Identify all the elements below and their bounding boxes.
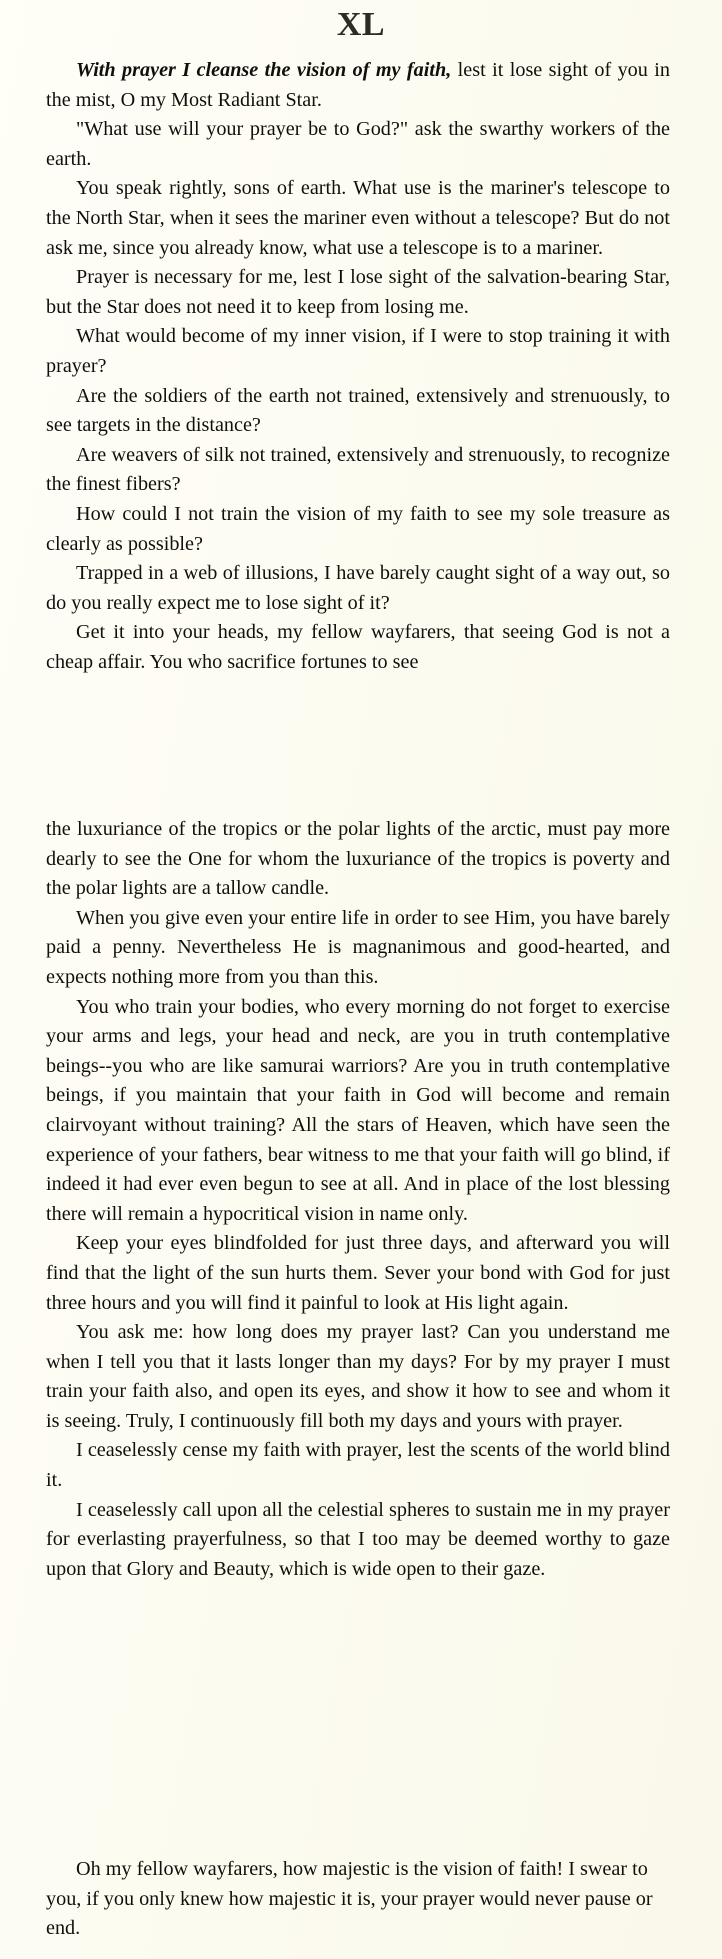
paragraph-text: I ceaselessly cense my faith with prayer, lest the scents of the world blind it. [46, 1439, 670, 1492]
paragraph [46, 382, 670, 441]
chapter-title: XL [336, 6, 386, 43]
paragraph-text: Get it into your heads, my fellow wayfarers, that seeing God is not a cheap affair. You who sacrifice fortunes to see [46, 621, 670, 673]
paragraph [46, 500, 670, 559]
paragraph [46, 115, 670, 174]
paragraph-text: How could I not train the vision of my faith to see my sole treasure as clearly as possible? [46, 502, 670, 555]
text-block-closing [46, 1855, 670, 1944]
paragraph-text: Prayer is necessary for me, lest I lose sight of the salvation-bearing Star, but the Star does not need it to keep from losing me. [46, 266, 670, 318]
paragraph-text: Keep your eyes blindfolded for just three days, and afterward you will find that the light of the sun hurts them. Sever your bond with God for just three hours and you will find it painful to look at His light again. [46, 1232, 670, 1314]
paragraph-text: When you give even your entire life in order to see Him, you have barely paid a penny. Nevertheless He is magnanimous and good-hearted, and expects nothing more from you than this. [46, 906, 670, 988]
paragraph [46, 1318, 670, 1436]
paragraph [46, 1855, 670, 1944]
paragraph [46, 815, 670, 904]
text-block-first-page [46, 56, 670, 677]
paragraph-text: You ask me: how long does my prayer last? Can you understand me when I tell you that it lasts longer than my days? For by my prayer I must train your faith also, and open its eyes, and show it how to see and whom it is seeing. Truly, I continuously fill both my days and yours with prayer. [46, 1321, 670, 1432]
paragraph-text: Trapped in a web of illusions, I have barely caught sight of a way out, so do you really expect me to lose sight of it? [46, 562, 670, 614]
paragraph [46, 1229, 670, 1318]
paragraph-text: the luxuriance of the tropics or the polar lights of the arctic, must pay more dearly to see the One for whom the luxuriance of the tropics is poverty and the polar lights are a tallow candle. [46, 818, 670, 900]
paragraph [46, 174, 670, 263]
paragraph-text: lest it lose sight of you in the mist, O my Most Radiant Star. [46, 59, 670, 111]
paragraph [46, 1496, 670, 1585]
paragraph [46, 322, 670, 381]
paragraph-text: Are weavers of silk not trained, extensively and strenuously, to recognize the finest fibers? [46, 443, 670, 496]
paragraph-text: Oh my fellow wayfarers, how majestic is the vision of faith! I swear to you, if you only knew how majestic it is, your prayer would never pause or end. [46, 1858, 653, 1940]
paragraph-text: You who train your bodies, who every morning do not forget to exercise your arms and legs, your head and neck, are you in truth contemplative beings--you who are like samurai warriors? Are you in truth contemplative beings, if you maintain that your faith in God will become and remain clairvoyant without training? All the stars of Heaven, which have seen the experience of your fathers, bear witness to me that your faith will go blind, if indeed it had ever even begun to see at all. And in place of the lost blessing there will remain a hypocritical vision in name only. [46, 995, 670, 1225]
paragraph [46, 993, 670, 1230]
paragraph-text: You speak rightly, sons of earth. What use is the mariner's telescope to the North Star, when it sees the mariner even without a telescope? But do not ask me, since you already know, what use a telescope is to a mariner. [46, 177, 670, 259]
paragraph-text: "What use will your prayer be to God?" ask the swarthy workers of the earth. [46, 118, 670, 170]
text-block-second-page [46, 815, 670, 1584]
paragraph-text: I ceaselessly call upon all the celestial spheres to sustain me in my prayer for everlasting prayerfulness, so that I too may be deemed worthy to gaze upon that Glory and Beauty, which is wide open to their gaze. [46, 1498, 670, 1580]
paragraph-text: Are the soldiers of the earth not trained, extensively and strenuously, to see targets in the distance? [46, 384, 670, 437]
paragraph [46, 904, 670, 993]
paragraph [46, 441, 670, 500]
paragraph [46, 559, 670, 618]
lead-phrase: With prayer I cleanse the vision of my faith, [76, 59, 452, 81]
paragraph [46, 56, 670, 115]
paragraph [46, 1436, 670, 1495]
paragraph [46, 263, 670, 322]
paragraph [46, 618, 670, 677]
paragraph-text: What would become of my inner vision, if I were to stop training it with prayer? [46, 325, 670, 377]
